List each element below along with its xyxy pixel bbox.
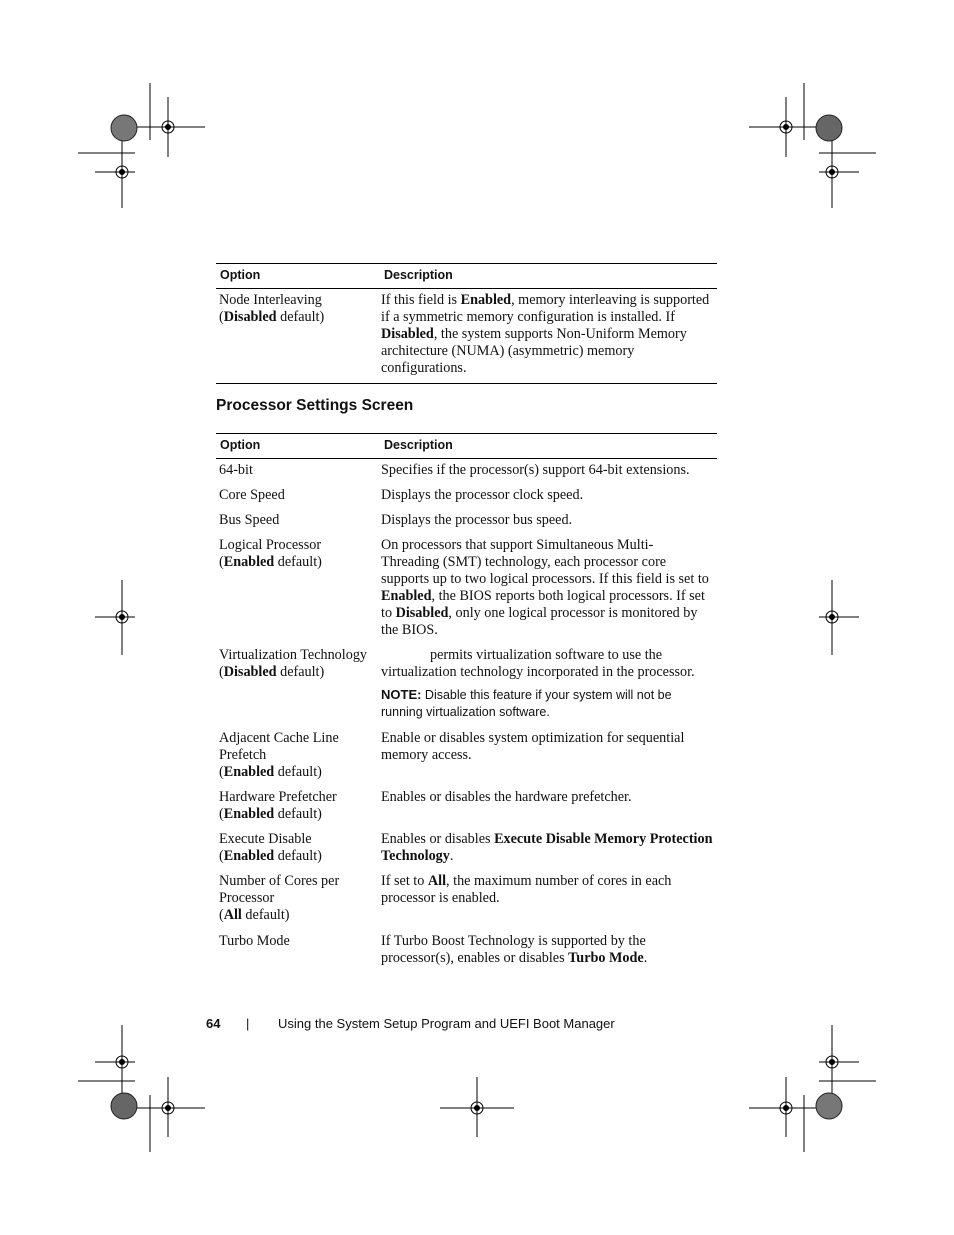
- table-row: Hardware Prefetcher (Enabled default) Enables or disables the hardware prefetcher.: [219, 789, 632, 822]
- header-option: Option: [220, 268, 261, 282]
- table-row: 64-bit Specifies if the processor(s) support 64-bit extensions.: [219, 462, 690, 478]
- registration-star-disc: [816, 1093, 842, 1119]
- table-row: Virtualization Technology (Disabled default) permits virtualization software to use the virtualization technology incorporated in the processor. NOTE: Disable this feature if your system will not be running virtualization software.: [216, 647, 717, 730]
- registration-star-disc: [111, 115, 137, 141]
- header-description: Description: [384, 268, 453, 282]
- processor-settings-table: [216, 433, 717, 973]
- header-description: Description: [384, 438, 453, 452]
- table-row: Core Speed Displays the processor clock speed.: [219, 487, 584, 503]
- page-number: 64: [206, 1016, 221, 1031]
- table-row: Logical Processor (Enabled default) On processors that support Simultaneous Multi- Threading (SMT) technology, each processor core supports up to two logical processors. If this field is set to Enabled, the BIOS reports both logical processors. If set to Disabled, only one logical processor is monitored by the BIOS.: [219, 537, 709, 638]
- section-heading: Processor Settings Screen: [216, 397, 414, 414]
- table-row: Number of Cores per Processor (All default) If set to All, the maximum number of cores in each processor is enabled.: [219, 873, 672, 923]
- registration-grey-disc: [111, 1093, 137, 1119]
- footer-separator: |: [246, 1016, 250, 1031]
- table-header: [216, 433, 717, 459]
- table-row: Execute Disable (Enabled default) Enables or disables Execute Disable Memory Protection Technology.: [219, 831, 713, 864]
- memory-settings-table: [216, 263, 717, 384]
- footer-title: Using the System Setup Program and UEFI Boot Manager: [278, 1016, 615, 1031]
- table-row: [216, 289, 717, 384]
- table-row: Bus Speed Displays the processor bus speed.: [219, 512, 573, 528]
- header-option: Option: [220, 438, 261, 452]
- note-block: NOTE: Disable this feature if your system will not be running virtualization software.: [381, 687, 672, 719]
- option-cell: Node Interleaving (Disabled default): [219, 292, 325, 325]
- registration-grey-disc: [816, 115, 842, 141]
- table-row: Turbo Mode If Turbo Boost Technology is supported by the processor(s), enables or disables Turbo Mode.: [219, 933, 648, 966]
- table-row: Adjacent Cache Line Prefetch (Enabled default) Enable or disables system optimization for sequential memory access.: [219, 730, 685, 780]
- description-cell: If this field is Enabled, memory interleaving is supported if a symmetric memory configuration is installed. If Disabled, the system supports Non-Uniform Memory architecture (NUMA) (asymmetric) memory configurations.: [381, 292, 710, 376]
- table-header: [216, 263, 717, 289]
